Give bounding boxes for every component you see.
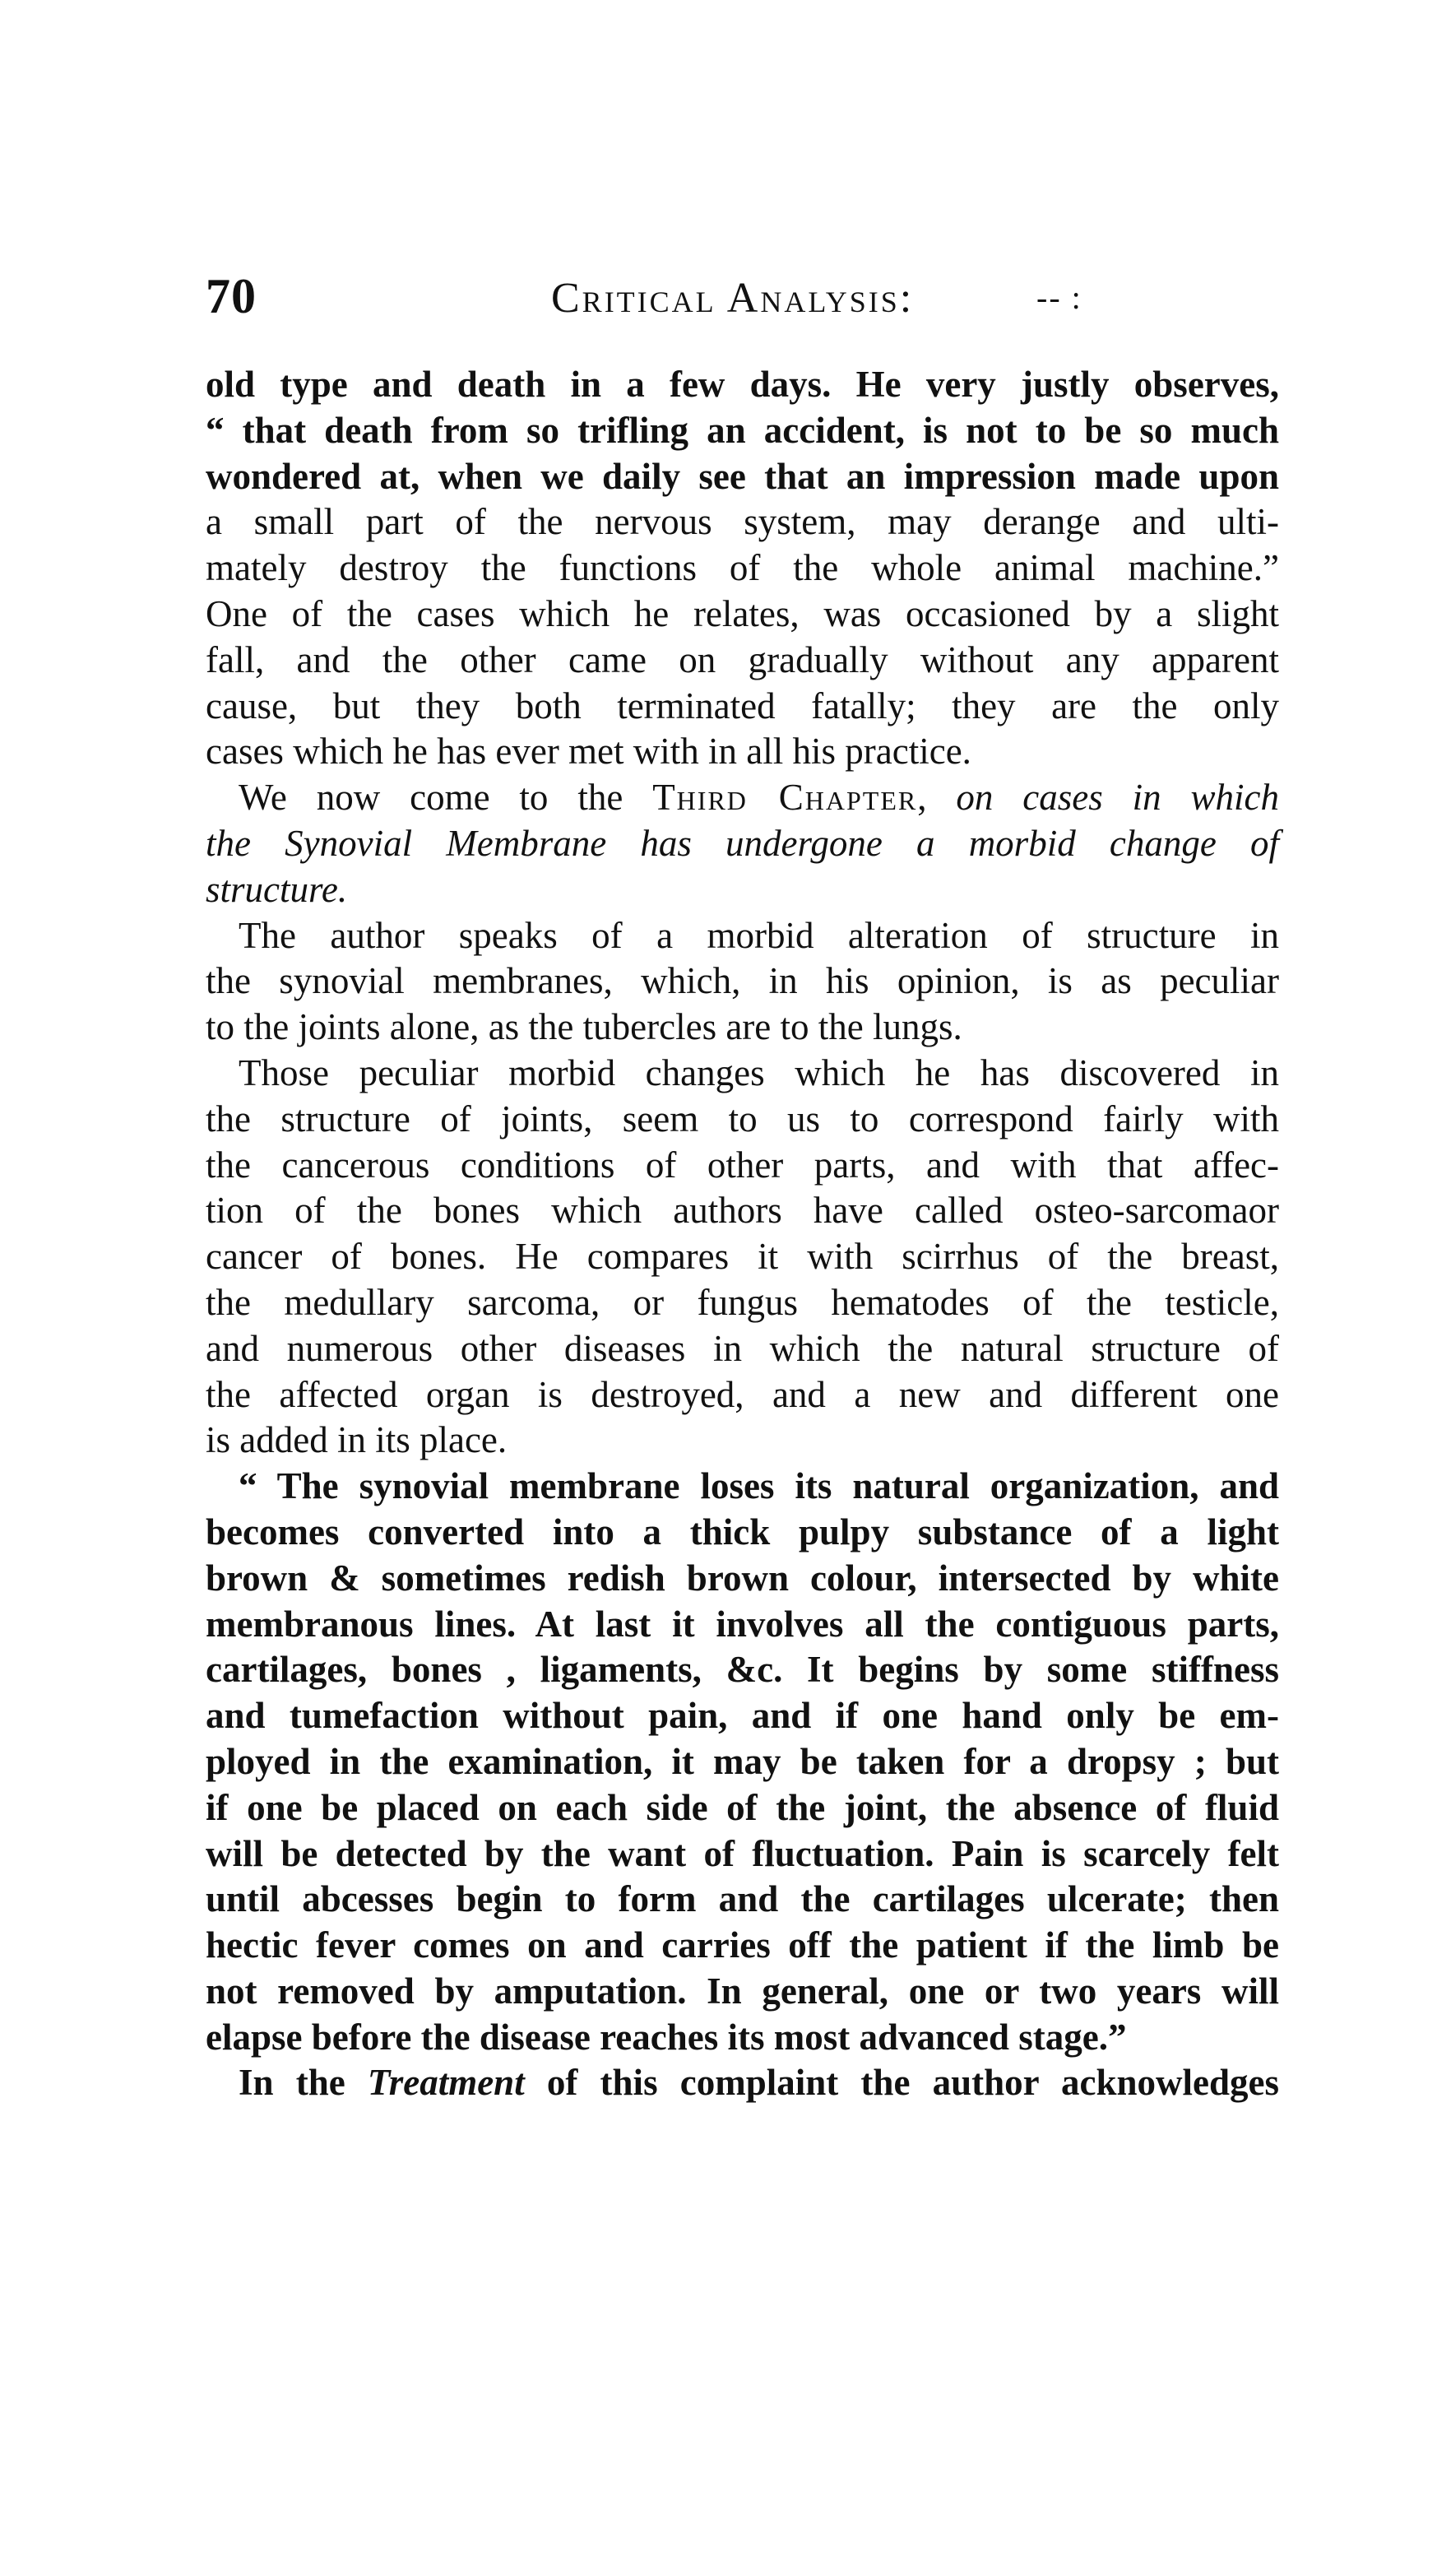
text-line: to the joints alone, as the tubercles are to the lungs.: [206, 1006, 962, 1048]
text-line: the Synovial Membrane has undergone a morbid change of: [206, 822, 1279, 864]
text-line: cases which he has ever met with in all his practice.: [206, 731, 971, 773]
text-line: mately destroy the functions of the whole animal machine.”: [206, 547, 1279, 589]
text-line: the synovial membranes, which, in his opinion, is as peculiar: [206, 960, 1279, 1002]
page-number: 70: [206, 269, 257, 323]
text-line: cause, but they both terminated fatally; they are the only: [206, 685, 1279, 726]
text-span: We now come to the: [239, 777, 653, 819]
text-line: Those peculiar morbid changes which he has discovered in: [239, 1051, 1279, 1093]
text-line: brown & sometimes redish brown colour, intersected by white: [206, 1557, 1279, 1599]
text-span: on cases in which: [956, 777, 1279, 819]
running-head: Critical Analysis:: [551, 275, 915, 322]
text-line: wondered at, when we daily see that an impression made upon: [206, 455, 1279, 497]
text-line: and tumefaction without pain, and if one hand only be em-: [206, 1695, 1279, 1737]
text-line: fall, and the other came on gradually without any apparent: [206, 638, 1279, 680]
text-span: of this complaint the author acknowledges: [524, 2062, 1279, 2104]
text-span: Third Chapter: [652, 777, 918, 819]
text-span: ,: [917, 777, 957, 819]
text-line: the medullary sarcoma, or fungus hematodes of the testicle,: [206, 1281, 1279, 1323]
text-line: “ The synovial membrane loses its natural organization, and: [239, 1465, 1279, 1507]
text-line: [206, 775, 1279, 821]
text-line: becomes converted into a thick pulpy substance of a light: [206, 1511, 1279, 1553]
page-header: [206, 251, 1275, 341]
text-line: ployed in the examination, it may be taken for a dropsy ; but: [206, 1740, 1279, 1782]
text-line: the cancerous conditions of other parts, and with that affec-: [206, 1144, 1279, 1186]
text-line: the affected organ is destroyed, and a new and different one: [206, 1373, 1279, 1415]
header-mark: -- :: [1036, 279, 1082, 316]
text-line: if one be placed on each side of the joint, the absence of fluid: [206, 1786, 1279, 1828]
text-line: and numerous other diseases in which the natural structure of: [206, 1327, 1279, 1369]
text-line: tion of the bones which authors have called osteo-sarcomaor: [206, 1190, 1279, 1232]
text-line: hectic fever comes on and carries off the patient if the limb be: [206, 1924, 1279, 1966]
text-line: will be detected by the want of fluctuation. Pain is scarcely felt: [206, 1832, 1279, 1874]
text-line: until abcesses begin to form and the cartilages ulcerate; then: [206, 1878, 1279, 1920]
text-line: a small part of the nervous system, may derange and ulti-: [206, 501, 1279, 543]
text-line: One of the cases which he relates, was occasioned by a slight: [206, 592, 1279, 634]
text-line: structure.: [206, 868, 348, 910]
text-line: cartilages, bones , ligaments, &c. It begins by some stiffness: [206, 1649, 1279, 1691]
text-line: the structure of joints, seem to us to correspond fairly with: [206, 1098, 1279, 1139]
text-line: not removed by amputation. In general, one or two years will: [206, 1970, 1279, 2012]
text-span: Treatment: [367, 2062, 525, 2104]
text-span: In the: [239, 2062, 368, 2104]
text-line: elapse before the disease reaches its most advanced stage.”: [206, 2016, 1127, 2058]
text-line: is added in its place.: [206, 1419, 508, 1461]
text-line: [206, 2060, 1279, 2106]
body-text: [206, 362, 1279, 2106]
text-line: membranous lines. At last it involves all the contiguous parts,: [206, 1603, 1279, 1645]
text-line: old type and death in a few days. He very justly observes,: [206, 364, 1279, 405]
text-line: “ that death from so trifling an accident, is not to be so much: [206, 409, 1279, 451]
text-line: cancer of bones. He compares it with scirrhus of the breast,: [206, 1236, 1279, 1278]
text-line: The author speaks of a morbid alteration of structure in: [239, 914, 1279, 956]
